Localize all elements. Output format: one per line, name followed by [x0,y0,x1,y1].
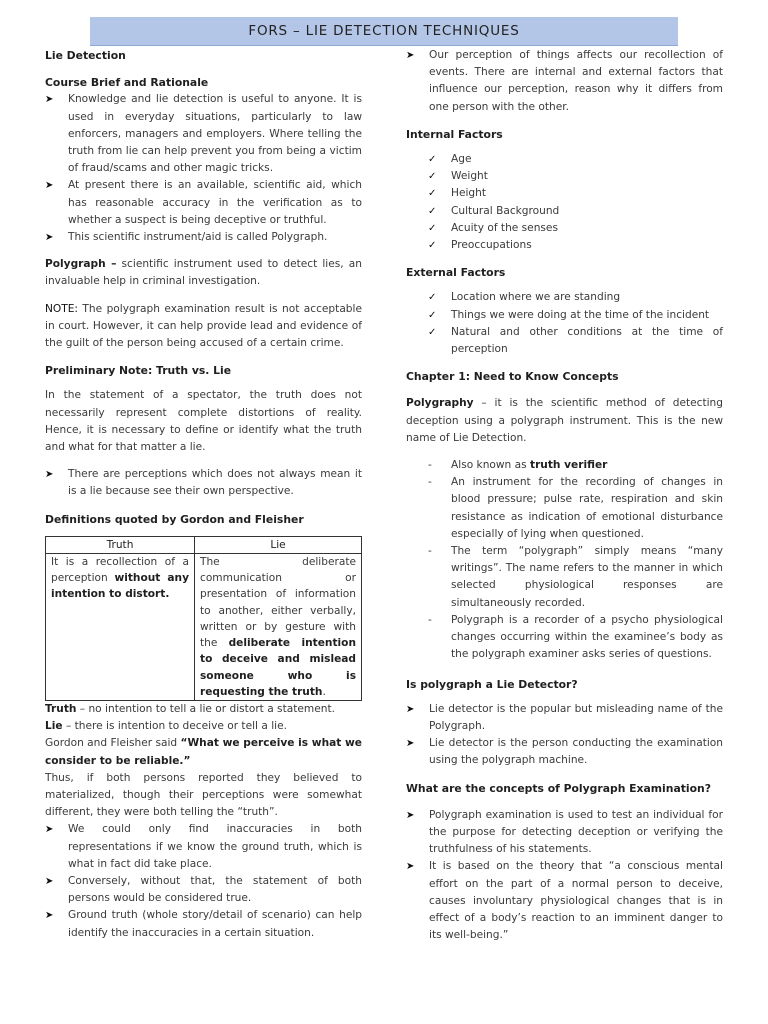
external-factors-list [406,289,723,358]
note-paragraph: NOTE: The polygraph examination result is not acceptable in court. However, it can help provide lead and evidence of the guilt of the person being accused of a certain crime. [45,302,362,350]
heading-chapter-1: Chapter 1: Need to Know Concepts [406,370,619,384]
preliminary-list [45,466,362,500]
table-cell-lie: The deliberate communication or presentation of information to another, either verbally, written or by gesture with the deliberate intention to deceive and mislead someone who is requesting the truth. [195,554,362,701]
list-item: ➤ Polygraph examination is used to test an individual for the purpose for detecting deception or verifying the truthfulness of his statements. [406,808,723,856]
list-item: ➤ Knowledge and lie detection is useful to anyone. It is used in everyday situations, particularly to law enforcers, managers and employers. Where telling the truth from lie can help prevent you from being a victim of fraud/scams and other magic tricks. [45,93,362,175]
arrow-bullet-icon: ➤ [406,703,415,715]
perception-list [406,47,723,116]
lie-definition: Lie – there is intention to deceive or tell a lie. [45,720,287,733]
right-column [406,47,723,944]
checkmark-icon: ✓ [428,171,437,183]
list-item: ✓ Acuity of the senses [428,220,723,237]
checkmark-icon: ✓ [428,326,437,338]
definitions-table [45,536,362,701]
list-item: ✓ Preoccupations [428,237,723,254]
thus-paragraph: Thus, if both persons reported they believed to materialized, though their perceptions were somewhat different, they were both telling the “truth”. [45,771,362,819]
list-item: ➤ There are perceptions which does not always mean it is a lie because see their own perspective. [45,468,362,498]
list-item: - Also known as truth verifier [428,457,723,474]
checkmark-icon: ✓ [428,222,437,234]
polygraphy-definition: Polygraphy – it is the scientific method of detecting deception using a polygraph instrument. This is the new name of Lie Detection. [406,397,723,444]
table-header-truth: Truth [46,536,195,553]
list-item: ➤ At present there is an available, scientific aid, which has reasonable accuracy in the verification as to whether a suspect is being deceptive or truthful. [45,179,362,226]
page-title-banner [90,17,678,46]
list-item: ➤ This scientific instrument/aid is called Polygraph. [45,229,362,246]
list-item: ✓ Age [428,151,723,168]
polygraph-concepts-list [406,807,723,945]
table-header-lie: Lie [195,536,362,553]
heading-external-factors: External Factors [406,266,506,280]
checkmark-icon: ✓ [428,292,437,304]
list-item: ➤ Lie detector is the popular but misleading name of the Polygraph. [406,702,723,732]
list-item: ➤ Ground truth (whole story/detail of scenario) can help identify the inaccuracies in a certain situation. [45,909,362,939]
list-item: ✓ Natural and other conditions at the time of perception [428,325,723,356]
dash-bullet-icon: - [428,476,432,489]
list-item: ➤ Lie detector is the person conducting the examination using the polygraph machine. [406,737,723,767]
dash-bullet-icon: - [428,613,432,626]
arrow-bullet-icon: ➤ [406,809,415,821]
preliminary-paragraph: In the statement of a spectator, the truth does not necessarily represent complete distortions of reality. Hence, it is necessary to define or identify what the truth and what for that matter a lie. [45,389,362,454]
heading-internal-factors: Internal Factors [406,127,503,141]
checkmark-icon: ✓ [428,188,437,200]
table-header-row [46,536,362,553]
heading-course-brief: Course Brief and Rationale [45,76,209,90]
arrow-bullet-icon: ➤ [45,469,54,481]
list-item: - Polygraph is a recorder of a psycho physiological changes occurring within the examinee’s body as the polygraph examiner asks series of questions. [428,613,723,661]
checkmark-icon: ✓ [428,240,437,252]
list-item: ➤ We could only find inaccuracies in both representations if we know the ground truth, which is what in fact did take place. [45,823,362,870]
internal-factors-list [406,151,723,254]
polygraph-definition: Polygraph – scientific instrument used to detect lies, an invaluable help in criminal investigation. [45,258,362,288]
arrow-bullet-icon: ➤ [45,875,54,887]
list-item: ✓ Weight [428,168,723,185]
list-item: ✓ Height [428,185,723,202]
truth-definition: Truth – no intention to tell a lie or distort a statement. [45,702,335,715]
list-item: - An instrument for the recording of changes in blood pressure; pulse rate, respiration and skin resistance as indication of emotional disturbance especially of lying when questioned. [428,476,723,540]
lie-detector-list [406,701,723,770]
ground-truth-list [45,821,362,941]
list-item: ✓ Location where we are standing [428,289,723,306]
arrow-bullet-icon: ➤ [406,738,415,750]
heading-definitions: Definitions quoted by Gordon and Fleisher [45,512,304,526]
list-item: ➤ Our perception of things affects our recollection of events. There are internal and external factors that influence our perception, reason why it differs from one person with the other. [406,49,723,113]
dash-bullet-icon: - [428,459,432,472]
table-cell-truth: It is a recollection of a perception without any intention to distort. [46,554,195,701]
arrow-bullet-icon: ➤ [45,910,54,922]
heading-lie-detector-question: Is polygraph a Lie Detector? [406,677,578,691]
heading-polygraph-concepts: What are the concepts of Polygraph Examination? [406,781,711,795]
heading-lie-detection: Lie Detection [45,49,126,62]
dash-bullet-icon: - [428,545,432,558]
checkmark-icon: ✓ [428,205,437,217]
left-column [45,47,362,942]
arrow-bullet-icon: ➤ [45,180,54,192]
arrow-bullet-icon: ➤ [406,50,415,61]
course-brief-list [45,91,362,246]
list-item: ✓ Cultural Background [428,203,723,220]
gordon-fleisher-quote: Gordon and Fleisher said “What we perceive is what we consider to be reliable.” [45,737,362,767]
list-item: ➤ It is based on the theory that “a conscious mental effort on the part of a normal person to deceive, causes involuntary physiological changes that is in effect of a body’s reaction to an imminent danger to its well-being.” [406,860,723,942]
arrow-bullet-icon: ➤ [45,94,54,106]
table-row [46,554,362,701]
checkmark-icon: ✓ [428,154,437,166]
arrow-bullet-icon: ➤ [406,861,415,873]
list-item: ➤ Conversely, without that, the statement of both persons would be considered true. [45,874,362,905]
list-item: ✓ Things we were doing at the time of the incident [428,307,723,324]
heading-preliminary-note: Preliminary Note: Truth vs. Lie [45,364,232,378]
polygraphy-details-list [406,457,723,663]
checkmark-icon: ✓ [428,309,437,321]
page-title: FORS – LIE DETECTION TECHNIQUES [248,23,520,39]
arrow-bullet-icon: ➤ [45,232,54,244]
arrow-bullet-icon: ➤ [45,824,54,836]
list-item: - The term “polygraph” simply means “many writings”. The name refers to the manner in which selected physiological responses are simultaneously recorded. [428,545,723,609]
